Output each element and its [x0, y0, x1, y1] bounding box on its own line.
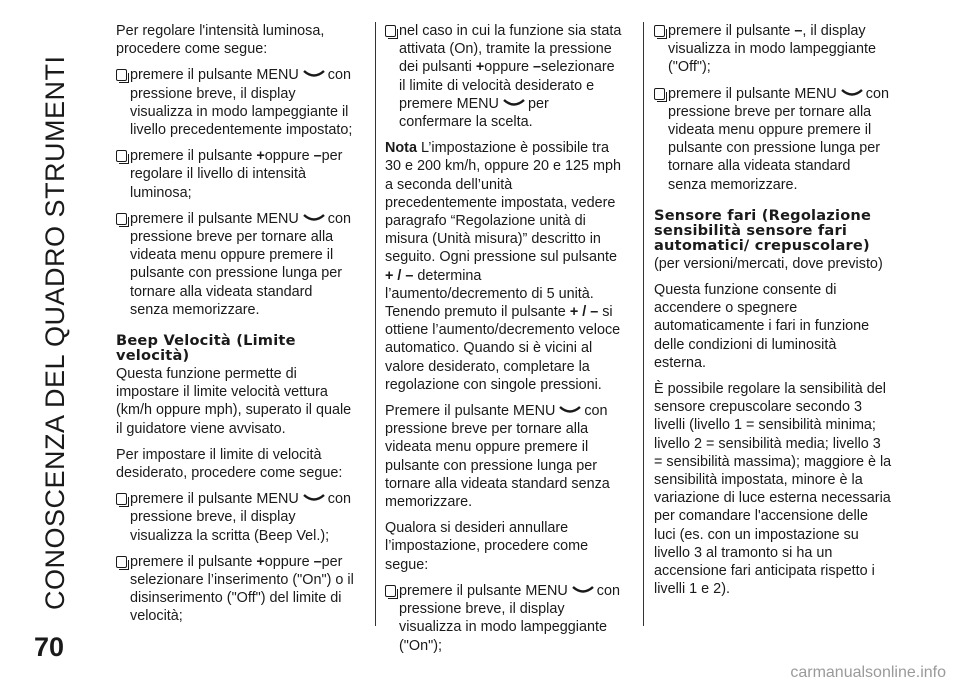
section-heading: Sensore fari (Regolazione sensibilità sensore fari automatici/ crepuscolare)	[654, 206, 872, 254]
checkbox-bullet-icon	[116, 556, 127, 568]
checkbox-bullet-icon	[116, 493, 127, 505]
checkbox-bullet-icon	[116, 213, 127, 225]
menu-button-icon	[303, 69, 325, 80]
checkbox-bullet-icon	[654, 88, 665, 100]
minus-symbol: –	[313, 148, 322, 165]
note-label: Nota	[385, 140, 417, 157]
menu-button-icon	[841, 88, 863, 99]
column-divider	[375, 22, 376, 626]
list-item: premere il pulsante MENU con pressione breve, il display visualizza in modo lampeggiante il livello precedentemente impostato;	[116, 66, 354, 139]
column-2	[385, 22, 623, 663]
menu-button-icon	[303, 213, 325, 224]
menu-button-icon	[559, 405, 581, 416]
minus-symbol: –	[794, 23, 803, 39]
note-paragraph: Nota L’impostazione è possibile tra 30 e 200 km/h, oppure 20 e 125 mph a seconda dell’unità precedentemente impostata, vedere paragrafo “Regolazione unità di misura (Unità misura)” descritto in seguito. Ogni pressione sul pulsante + / – determina l’aumento/decremento di 5 unità. Tenendo premuto il pulsante + / – si ottiene l’aumento/decremento veloce automatico. Quando si è vicini al valore desiderato, completare la regolazione con singole pressioni.	[385, 140, 622, 393]
minus-symbol: –	[533, 59, 542, 76]
section-heading: Beep Velocità (Limite velocità)	[116, 332, 296, 365]
list-item: nel caso in cui la funzione sia stata attivata (On), tramite la pressione dei pulsanti +oppure –selezionare il limite di velocità desiderato e premere MENU per confermare la scelta.	[385, 22, 623, 131]
plus-symbol: +	[256, 148, 265, 165]
column-divider	[643, 22, 644, 626]
list-item: premere il pulsante MENU con pressione breve per tornare alla videata menu oppure premere il pulsante con pressione lunga per tornare alla videata standard senza memorizzare.	[654, 85, 892, 194]
column-3	[654, 22, 892, 606]
plus-symbol: +	[475, 59, 485, 76]
menu-button-icon	[503, 98, 525, 109]
menu-button-icon	[572, 585, 594, 596]
paragraph: Questa funzione permette di impostare il limite velocità vettura (km/h oppure mph), superato il quale il guidatore viene avvisato.	[116, 366, 352, 437]
checkbox-bullet-icon	[654, 25, 665, 37]
plus-minus-symbol: + / –	[385, 267, 414, 284]
page-number: 70	[34, 632, 65, 662]
checkbox-bullet-icon	[116, 69, 127, 81]
paragraph: Qualora si desideri annullare l’impostazione, procedere come segue:	[385, 520, 589, 573]
paragraph: È possibile regolare la sensibilità del sensore crepuscolare secondo 3 livelli (livello 1 = sensibilità minima; livello 2 = sensibilità media; livello 3 = sensibilità massima); maggiore è la sensibilità impostata, minore è la variazione di luce esterna necessaria per comandare l'accensione delle luci (es. con un impostazione su livello 3 al tramonto si ha un accensione fari anticipata rispetto i livelli 1 e 2).	[654, 381, 892, 598]
menu-button-icon	[303, 493, 325, 504]
checkbox-bullet-icon	[385, 25, 396, 37]
column-1	[116, 22, 354, 634]
watermark: carmanualsonline.info	[790, 664, 946, 681]
minus-symbol: –	[313, 553, 322, 570]
list-item: premere il pulsante MENU con pressione breve, il display visualizza la scritta (Beep Vel.);	[116, 490, 354, 545]
paragraph: Per impostare il limite di velocità desiderato, procedere come segue:	[116, 446, 343, 482]
paragraph: Premere il pulsante MENU con pressione breve per tornare alla videata menu oppure premere il pulsante con pressione lunga per tornare alla videata standard senza memorizzare.	[385, 403, 610, 511]
section-side-title: CONOSCENZA DEL QUADRO STRUMENTI	[40, 55, 70, 610]
list-item: premere il pulsante +oppure –per selezionare l’inserimento ("On") o il disinserimento ("Off") del limite di velocità;	[116, 553, 354, 626]
list-item: premere il pulsante –, il display visualizza in modo lampeggiante ("Off");	[654, 22, 892, 77]
intro-paragraph: Per regolare l'intensità luminosa, procedere come segue:	[116, 23, 325, 58]
list-item: premere il pulsante MENU con pressione breve per tornare alla videata menu oppure premere il pulsante con pressione lunga per tornare alla videata standard senza memorizzare.	[116, 210, 354, 319]
checkbox-bullet-icon	[385, 585, 396, 597]
plus-symbol: +	[256, 553, 265, 570]
availability-note: (per versioni/mercati, dove previsto)	[654, 255, 883, 272]
plus-minus-symbol: + / –	[569, 304, 599, 321]
paragraph: Questa funzione consente di accendere o spegnere automaticamente i fari in funzione delle condizioni di luminosità esterna.	[654, 282, 870, 371]
list-item: premere il pulsante MENU con pressione breve, il display visualizza in modo lampeggiante ("On");	[385, 582, 623, 655]
checkbox-bullet-icon	[116, 150, 127, 162]
list-item: premere il pulsante +oppure –per regolare il livello di intensità luminosa;	[116, 147, 354, 202]
